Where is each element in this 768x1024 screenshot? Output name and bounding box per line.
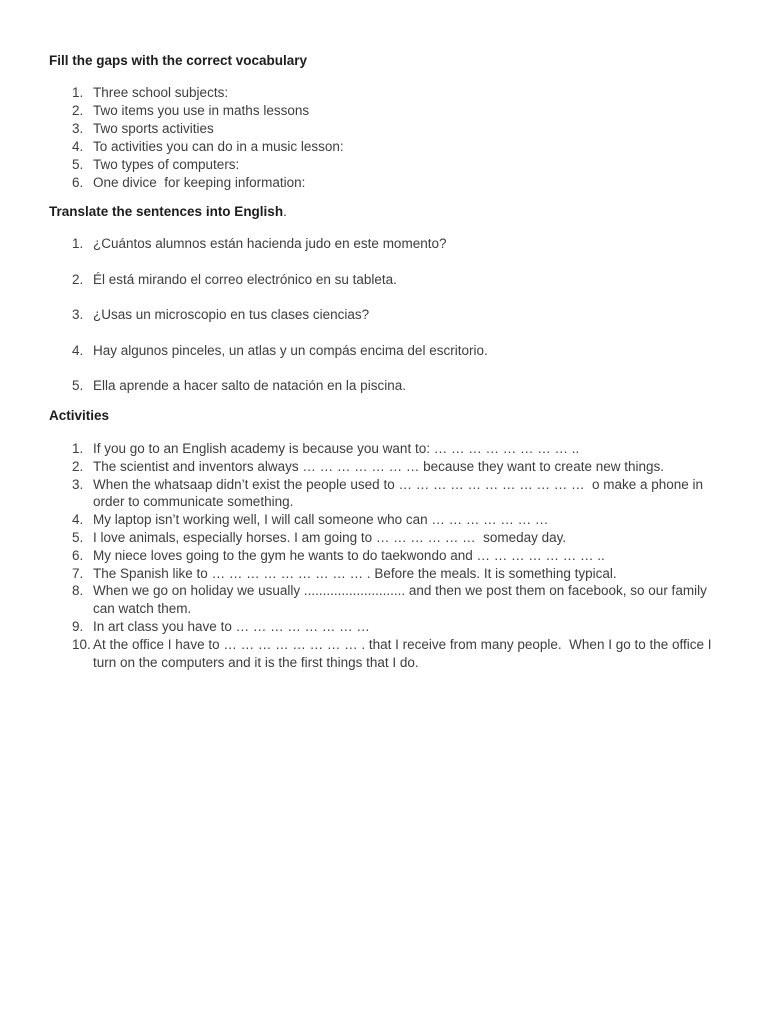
item-text: At the office I have to … … … … … … … … . that I receive from many people. When I go to the office I turn on the computers and it is the first things that I do. bbox=[93, 636, 716, 670]
item-text: ¿Cuántos alumnos están hacienda judo en este momento? bbox=[93, 236, 447, 251]
item-text: If you go to an English academy is because you want to: … … … … … … … … .. bbox=[93, 441, 580, 456]
translate-heading bbox=[49, 204, 738, 219]
item-text: I love animals, especially horses. I am going to … … … … … … someday day. bbox=[93, 529, 567, 545]
item-text: ¿Usas un microscopio en tus clases ciencias? bbox=[93, 307, 370, 322]
translate-heading-period: . bbox=[283, 204, 287, 219]
list-item bbox=[72, 511, 738, 529]
item-number: 4. bbox=[72, 139, 84, 154]
list-item bbox=[72, 235, 738, 253]
item-number: 8. bbox=[72, 583, 84, 599]
list-item bbox=[72, 306, 738, 324]
list-item bbox=[72, 377, 738, 395]
item-number: 7. bbox=[72, 565, 84, 581]
item-number: 1. bbox=[72, 85, 84, 100]
item-text: Two items you use in maths lessons bbox=[93, 103, 310, 118]
item-text: When the whatsaap didn’t exist the people used to … … … … … … … … … … … o make a phone in order to communicate something. bbox=[93, 476, 707, 510]
list-item bbox=[72, 440, 738, 458]
item-number: 9. bbox=[72, 618, 84, 634]
item-text: The scientist and inventors always … … … … … … … because they want to create new things. bbox=[93, 458, 665, 474]
item-text: One divice for keeping information: bbox=[93, 175, 306, 190]
vocab-list bbox=[72, 84, 738, 192]
item-number: 2. bbox=[72, 271, 84, 287]
list-item bbox=[72, 636, 738, 672]
list-item bbox=[72, 547, 738, 565]
item-text: My laptop isn’t working well, I will call someone who can … … … … … … … bbox=[93, 512, 549, 528]
item-text: Two types of computers: bbox=[93, 157, 240, 172]
item-number: 1. bbox=[72, 441, 84, 456]
item-text: When we go on holiday we usually ........................... and then we post them on facebook, so our family can watch them. bbox=[93, 583, 711, 617]
list-item bbox=[72, 271, 738, 289]
item-text: Él está mirando el correo electrónico en su tableta. bbox=[93, 271, 397, 287]
list-item bbox=[72, 565, 738, 583]
item-number: 6. bbox=[72, 175, 84, 190]
list-item bbox=[72, 458, 738, 476]
item-number: 5. bbox=[72, 157, 84, 172]
item-text: In art class you have to … … … … … … … … bbox=[93, 618, 370, 634]
item-number: 6. bbox=[72, 547, 84, 563]
item-text: Three school subjects: bbox=[93, 85, 229, 100]
translate-heading-text: Translate the sentences into English bbox=[49, 204, 284, 219]
item-number: 1. bbox=[72, 236, 84, 251]
item-text: My niece loves going to the gym he wants to do taekwondo and … … … … … … … .. bbox=[93, 547, 605, 563]
item-text: Ella aprende a hacer salto de natación en la piscina. bbox=[93, 378, 406, 393]
list-item bbox=[72, 618, 738, 636]
list-item bbox=[72, 120, 738, 138]
list-item bbox=[72, 156, 738, 174]
translate-list bbox=[72, 235, 738, 395]
item-number: 4. bbox=[72, 512, 84, 528]
list-item bbox=[72, 342, 738, 360]
item-number: 2. bbox=[72, 103, 84, 118]
item-number: 3. bbox=[72, 121, 84, 136]
item-number: 2. bbox=[72, 458, 84, 474]
item-number: 4. bbox=[72, 342, 84, 358]
item-text: Two sports activities bbox=[93, 121, 214, 136]
item-text: Hay algunos pinceles, un atlas y un compás encima del escritorio. bbox=[93, 342, 488, 358]
list-item bbox=[72, 582, 738, 618]
list-item bbox=[72, 529, 738, 547]
item-number: 3. bbox=[72, 307, 84, 322]
list-item bbox=[72, 476, 738, 512]
item-text: To activities you can do in a music lesson: bbox=[93, 139, 344, 154]
list-item bbox=[72, 102, 738, 120]
list-item bbox=[72, 174, 738, 192]
fill-gaps-heading: Fill the gaps with the correct vocabulary bbox=[49, 53, 308, 68]
item-number: 5. bbox=[72, 378, 84, 393]
activities-heading: Activities bbox=[49, 408, 110, 423]
item-number: 10. bbox=[72, 636, 91, 652]
item-number: 3. bbox=[72, 476, 84, 492]
activities-list bbox=[72, 440, 738, 671]
list-item bbox=[72, 84, 738, 102]
item-text: The Spanish like to … … … … … … … … … . Before the meals. It is something typical. bbox=[93, 565, 617, 581]
list-item bbox=[72, 138, 738, 156]
item-number: 5. bbox=[72, 529, 84, 545]
